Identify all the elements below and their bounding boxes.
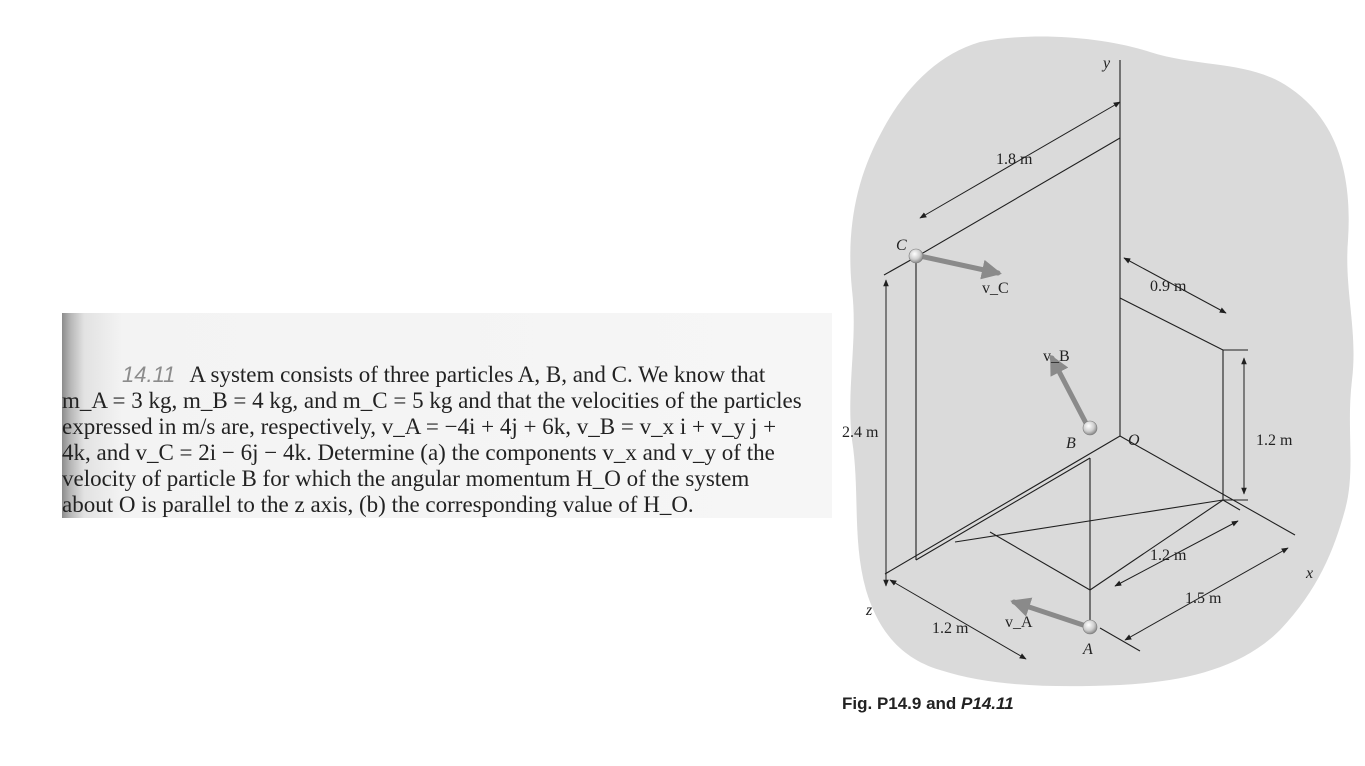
particle-c (909, 249, 923, 263)
problem-line-1: 14.11 A system consists of three particles A, B, and C. We know that (122, 362, 766, 387)
label-velocity-a: v_A (1005, 614, 1033, 631)
problem-number: 14.11 (122, 362, 176, 387)
figure-caption: Fig. P14.9 and P14.11 (842, 694, 1014, 713)
label-dimension-1-2-x: 1.2 m (1150, 547, 1187, 564)
label-dimension-1-2-vertical: 1.2 m (1256, 432, 1293, 449)
label-velocity-b: v_B (1043, 348, 1070, 365)
label-axis-z: z (866, 602, 873, 619)
figure-background-blob (850, 37, 1353, 687)
problem-line-4: 4k, and v_C = 2i − 6j − 4k. Determine (a) the components v_x and v_y of the (62, 440, 775, 465)
bleed-through-line (132, 317, 137, 341)
label-dimension-1-2-z: 1.2 m (932, 620, 969, 637)
label-dimension-1-8: 1.8 m (996, 151, 1033, 168)
problem-line-6: about O is parallel to the z axis, (b) the corresponding value of H_O. (62, 492, 694, 517)
label-axis-y: y (1103, 55, 1111, 72)
problem-line-5: velocity of particle B for which the angular momentum H_O of the system (62, 466, 750, 491)
problem-text-block (62, 313, 832, 518)
problem-line-2: m_A = 3 kg, m_B = 4 kg, and m_C = 5 kg and that the velocities of the particles (62, 388, 802, 413)
label-dimension-0-9: 0.9 m (1150, 278, 1187, 295)
label-velocity-c: v_C (982, 280, 1009, 297)
label-origin: O (1128, 432, 1140, 449)
label-axis-x: x (1306, 565, 1314, 582)
label-dimension-2-4: 2.4 m (842, 424, 879, 441)
label-point-a: A (1083, 641, 1093, 658)
figure-p14-11 (840, 30, 1365, 690)
particle-b (1083, 421, 1097, 435)
problem-line-3: expressed in m/s are, respectively, v_A = −4i + 4j + 6k, v_B = v_x i + v_y j + (62, 414, 777, 439)
particle-a (1083, 620, 1097, 634)
figure-diagram (840, 30, 1365, 690)
label-dimension-1-5: 1.5 m (1185, 590, 1222, 607)
label-point-c: C (896, 237, 907, 254)
label-point-b: B (1066, 435, 1076, 452)
